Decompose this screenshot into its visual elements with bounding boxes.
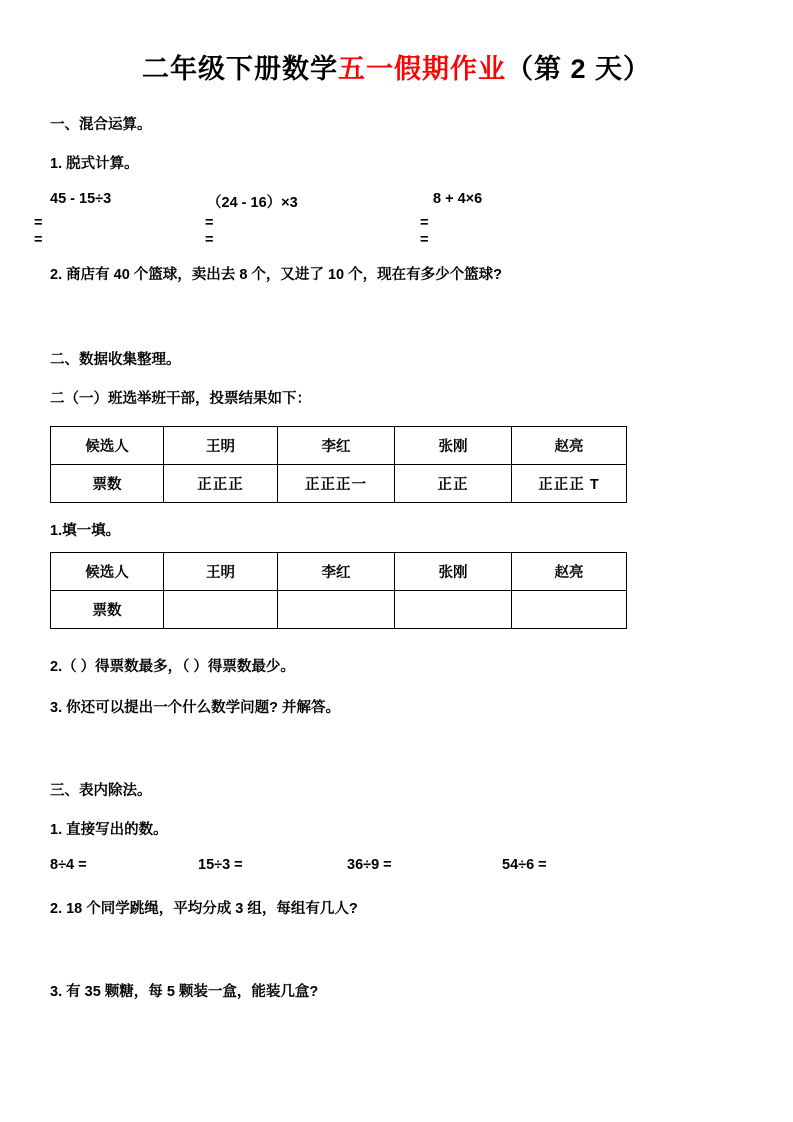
section-2-intro: 二（一）班选举班干部，投票结果如下： (50, 391, 311, 408)
division-4: 54÷6 = (502, 857, 547, 874)
table-input-cell[interactable] (278, 591, 395, 629)
division-1: 8÷4 = (50, 857, 87, 874)
section-1-item-2: 2. 商店有 40 个篮球，卖出去 8 个，又进了 10 个，现在有多少个篮球? (50, 267, 502, 284)
vote-results-table (50, 426, 627, 503)
table-header-cell: 张刚 (395, 553, 512, 591)
expression-1: 45 - 15÷3 (50, 191, 112, 208)
vote-fill-table (50, 552, 627, 629)
table-row (51, 427, 627, 465)
table-row (51, 553, 627, 591)
table-row (51, 465, 627, 503)
table-header-cell: 候选人 (51, 427, 164, 465)
section-1-heading: 一、混合运算。 (50, 117, 152, 134)
table-cell: 正正 (395, 465, 512, 503)
table-row-label: 票数 (51, 591, 164, 629)
spacer (50, 879, 743, 897)
table-header-cell: 李红 (278, 553, 395, 591)
table-header-cell: 李红 (278, 427, 395, 465)
section-3-item-2: 2. 18 个同学跳绳，平均分成 3 组，每组有几人? (50, 901, 358, 918)
equals-sign: = (420, 232, 429, 249)
page-title (50, 52, 743, 87)
table-input-cell[interactable] (512, 591, 627, 629)
spacer (50, 249, 743, 263)
section-2-item-3: 3. 你还可以提出一个什么数学问题? 并解答。 (50, 700, 341, 717)
table-input-cell[interactable] (164, 591, 278, 629)
table-row (51, 591, 627, 629)
table-header-cell: 赵亮 (512, 553, 627, 591)
equals-sign: = (34, 215, 43, 232)
table-cell: 正正正 T (512, 465, 627, 503)
equals-row-1 (34, 215, 743, 232)
table-header-cell: 王明 (164, 427, 278, 465)
table-row-label: 票数 (51, 465, 164, 503)
title-part2: （第 2 天） (505, 54, 652, 84)
expression-3: 8 + 4×6 (433, 191, 483, 208)
table-header-cell: 赵亮 (512, 427, 627, 465)
answer-space (50, 918, 743, 980)
equals-sign: = (420, 215, 429, 232)
equals-row-2 (34, 232, 743, 249)
spacer (50, 629, 743, 655)
equals-sign: = (205, 232, 214, 249)
division-3: 36÷9 = (347, 857, 392, 874)
section-3-heading: 三、表内除法。 (50, 783, 152, 800)
table-cell: 正正正一 (278, 465, 395, 503)
table-header-cell: 张刚 (395, 427, 512, 465)
table-header-cell: 候选人 (51, 553, 164, 591)
table-cell: 正正正 (164, 465, 278, 503)
spacer (50, 540, 743, 550)
section-2-item-2: 2.（ ）得票数最多，（ ）得票数最少。 (50, 659, 295, 676)
division-2: 15÷3 = (198, 857, 243, 874)
answer-space (50, 717, 743, 779)
table-header-cell: 王明 (164, 553, 278, 591)
spacer (50, 676, 743, 696)
equals-sign: = (34, 232, 43, 249)
section-3-item-3: 3. 有 35 颗糖，每 5 颗装一盒，能装几盒? (50, 984, 319, 1001)
expression-row (50, 191, 743, 211)
answer-space (50, 302, 743, 348)
section-2-heading: 二、数据收集整理。 (50, 352, 181, 369)
equals-sign: = (205, 215, 214, 232)
title-part1: 二年级下册数学 (141, 54, 338, 84)
title-highlight: 五一假期作业 (337, 54, 506, 84)
expression-2: （24 - 16）×3 (207, 195, 298, 212)
section-1-item-1: 1. 脱式计算。 (50, 156, 139, 173)
spacer (50, 503, 743, 519)
section-2-item-1: 1.填一填。 (50, 523, 121, 540)
table-input-cell[interactable] (395, 591, 512, 629)
division-row (50, 857, 743, 879)
section-3-item-1: 1. 直接写出的数。 (50, 822, 168, 839)
